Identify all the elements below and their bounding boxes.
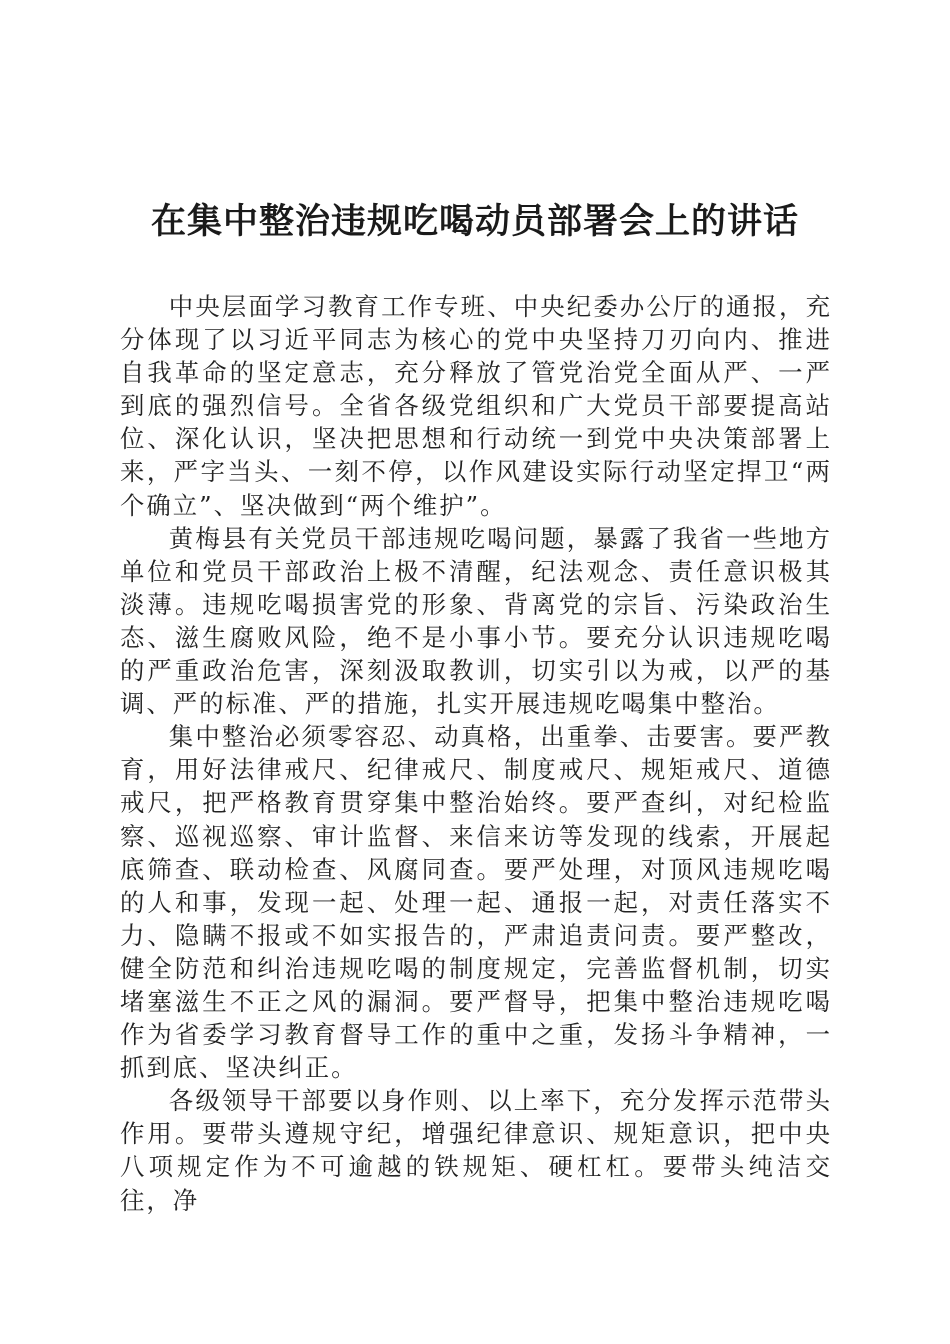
- document-body: [120, 290, 832, 1217]
- paragraph-1: 中央层面学习教育工作专班、中央纪委办公厅的通报，充分体现了以习近平同志为核心的党中央坚持刀刃向内、推进自我革命的坚定意志，充分释放了管党治党全面从严、一严到底的强烈信号。全省各级党组织和广大党员干部要提高站位、深化认识，坚决把思想和行动统一到党中央决策部署上来，严字当头、一刻不停，以作风建设实际行动坚定捍卫“两个确立”、坚决做到“两个维护”。: [120, 292, 832, 520]
- paragraph-4: 各级领导干部要以身作则、以上率下，充分发挥示范带头作用。要带头遵规守纪，增强纪律意识、规矩意识，把中央八项规定作为不可逾越的铁规矩、硬杠杠。要带头纯洁交往，净: [120, 1086, 832, 1215]
- paragraph-2: 黄梅县有关党员干部违规吃喝问题，暴露了我省一些地方单位和党员干部政治上极不清醒，纪法观念、责任意识极其淡薄。违规吃喝损害党的形象、背离党的宗旨、污染政治生态、滋生腐败风险，绝不是小事小节。要充分认识违规吃喝的严重政治危害，深刻汲取教训，切实引以为戒，以严的基调、严的标准、严的措施，扎实开展违规吃喝集中整治。: [120, 523, 832, 719]
- paragraph-3: 集中整治必须零容忍、动真格，出重拳、击要害。要严教育，用好法律戒尺、纪律戒尺、制度戒尺、规矩戒尺、道德戒尺，把严格教育贯穿集中整治始终。要严查纠，对纪检监察、巡视巡察、审计监督、来信来访等发现的线索，开展起底筛查、联动检查、风腐同查。要严处理，对顶风违规吃喝的人和事，发现一起、处理一起、通报一起，对责任落实不力、隐瞒不报或不如实报告的，严肃追责问责。要严整改，健全防范和纠治违规吃喝的制度规定，完善监督机制，切实堵塞滋生不正之风的漏洞。要严督导，把集中整治违规吃喝作为省委学习教育督导工作的重中之重，发扬斗争精神，一抓到底、坚决纠正。: [120, 722, 832, 1083]
- document-title: 在集中整治违规吃喝动员部署会上的讲话: [150, 201, 799, 242]
